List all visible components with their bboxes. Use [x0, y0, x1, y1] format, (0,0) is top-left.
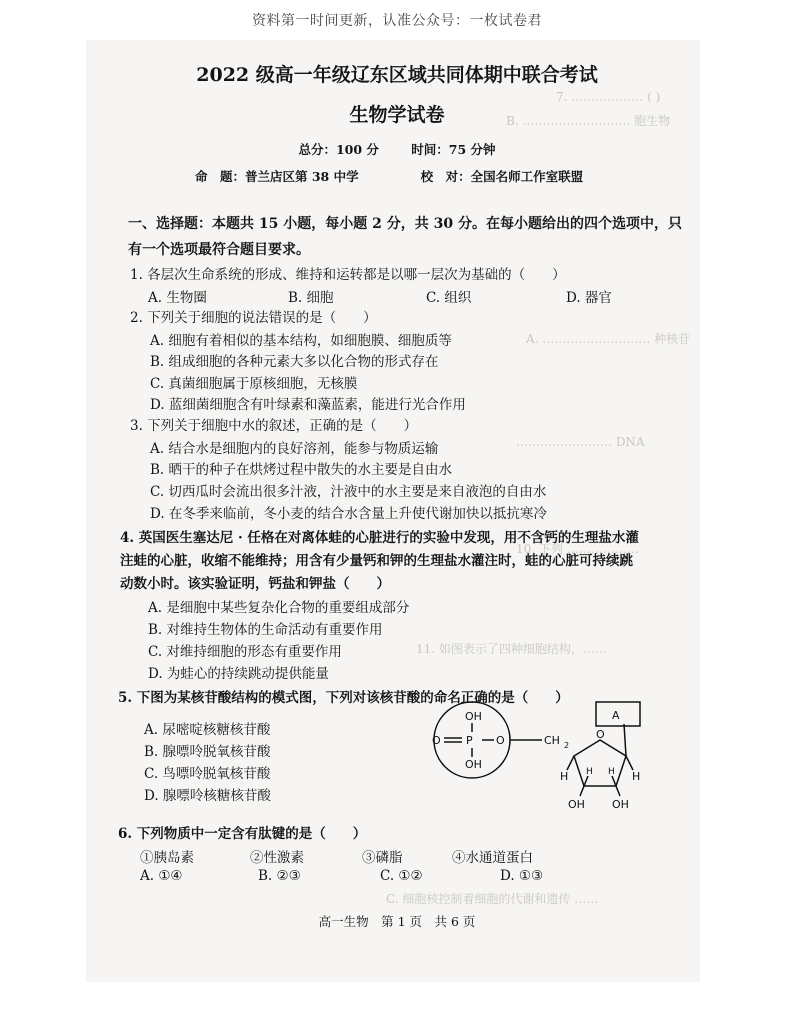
section-heading: 一、选择题：本题共 15 小题，每小题 2 分，共 30 分。在每小题给出的四个选项中，只 [128, 216, 682, 232]
c2-down [616, 786, 620, 796]
h-bond-right [626, 756, 633, 770]
bleed-through: 7. ……………… ( ) [556, 90, 661, 104]
ring-o-label: O [596, 728, 605, 741]
option-b: B. ②③ [258, 868, 301, 884]
h-c3-label: H [586, 767, 593, 777]
item-1: ①胰岛素 [140, 850, 194, 866]
option-d: D. 为蛙心的持续跳动提供能量 [148, 666, 329, 682]
option-c: C. 组织 [426, 290, 472, 306]
option-a: A. ①④ [140, 868, 183, 884]
section-heading-cont: 有一个选项最符合题目要求。 [128, 242, 310, 258]
h-bond-left [567, 756, 574, 770]
question-4-stem: 动数小时。该实验证明，钙盐和钾盐（ ） [120, 576, 390, 592]
option-c: C. 切西瓜时会流出很多汁液，汁液中的水主要是来自液泡的自由水 [150, 484, 547, 500]
h-left-label: H [560, 770, 569, 783]
question-2-stem: 2. 下列关于细胞的说法错误的是（ ） [130, 310, 377, 326]
h-right-label: H [632, 770, 641, 783]
option-a: A. 是细胞中某些复杂化合物的重要组成部分 [148, 600, 410, 616]
total-score: 总分：100 分 [298, 142, 379, 157]
oh-c2-label: OH [612, 798, 629, 811]
oh-top-label: OH [465, 710, 482, 723]
option-a: A. 细胞有着相似的基本结构，如细胞膜、细胞质等 [150, 333, 452, 349]
option-a: A. 生物圈 [148, 290, 207, 306]
option-c: C. 真菌细胞属于原核细胞，无核膜 [150, 376, 358, 392]
item-4: ④水通道蛋白 [452, 850, 533, 866]
ch2-sub-label: 2 [564, 741, 570, 750]
o-right-label: O [496, 734, 505, 747]
option-d: D. 器官 [566, 290, 612, 306]
header-watermark: 资料第一时间更新，认准公众号：一枚试卷君 [252, 13, 542, 29]
option-b: B. 组成细胞的各种元素大多以化合物的形式存在 [150, 354, 439, 370]
option-a: A. 结合水是细胞内的良好溶剂，能参与物质运输 [150, 441, 439, 457]
option-b: B. 腺嘌呤脱氧核苷酸 [144, 744, 271, 760]
base-label: A [612, 709, 620, 722]
checker: 校 对：全国名师工作室联盟 [420, 169, 584, 184]
score-line [0, 140, 794, 158]
question-1-stem: 1. 各层次生命系统的形成、维持和运转都是以哪一层次为基础的（ ） [130, 267, 566, 283]
bleed-through: …………………… DNA [516, 435, 645, 449]
base-link [624, 724, 626, 756]
option-d: D. 腺嘌呤核糖核苷酸 [144, 788, 271, 804]
o-left-label: O [432, 734, 441, 747]
bleed-through: B. ……………………… 胞生物 [506, 114, 671, 128]
author-line [195, 167, 583, 185]
bleed-through: 11. 如图表示了四种细胞结构，…… [416, 642, 607, 656]
p-label: P [466, 734, 473, 747]
setter: 命 题：普兰店区第 38 中学 [195, 169, 359, 184]
option-c: C. ①② [380, 868, 423, 884]
h-c2-label: H [608, 767, 615, 777]
option-a: A. 尿嘧啶核糖核苷酸 [144, 722, 271, 738]
bleed-through: C. 细胞核控制着细胞的代谢和遗传 …… [386, 892, 599, 906]
question-3-stem: 3. 下列关于细胞中水的叙述，正确的是（ ） [130, 418, 418, 434]
exam-time: 时间：75 分钟 [411, 142, 496, 157]
question-5-stem: 5. 下图为某核苷酸结构的模式图，下列对该核苷酸的命名正确的是（ ） [118, 690, 569, 706]
option-d: D. ①③ [500, 868, 544, 884]
bleed-through: 10. 下列 ……………… [516, 542, 639, 556]
question-4-stem: 4. 英国医生塞达尼 · 任格在对离体蛙的心脏进行的实验中发现，用不含钙的生理盐水灌 [120, 530, 639, 546]
ch2-label: CH [544, 734, 560, 747]
exam-subtitle: 生物学试卷 [349, 104, 445, 126]
option-d: D. 在冬季来临前，冬小麦的结合水含量上升使代谢加快以抵抗寒冷 [150, 506, 547, 522]
page-footer: 高一生物 第 1 页 共 6 页 [318, 914, 476, 929]
option-d: D. 蓝细菌细胞含有叶绿素和藻蓝素，能进行光合作用 [150, 397, 466, 413]
sugar-ring [574, 740, 626, 786]
nucleotide-diagram [428, 694, 658, 834]
oh-bottom-label: OH [465, 758, 482, 771]
c3-h [584, 776, 588, 786]
bleed-through: A. ……………………… 种核苷 [526, 332, 691, 346]
option-b: B. 对维持生物体的生命活动有重要作用 [148, 622, 383, 638]
oh-c3-label: OH [568, 798, 585, 811]
exam-title: 2022 级高一年级辽东区域共同体期中联合考试 [196, 64, 598, 86]
c2-h [612, 776, 616, 786]
option-b: B. 晒干的种子在烘烤过程中散失的水主要是自由水 [150, 462, 453, 478]
question-6-stem: 6. 下列物质中一定含有肽键的是（ ） [118, 826, 367, 842]
c3-down [580, 786, 584, 796]
option-c: C. 对维持细胞的形态有重要作用 [148, 644, 342, 660]
option-c: C. 鸟嘌呤脱氧核苷酸 [144, 766, 271, 782]
item-3: ③磷脂 [362, 850, 403, 866]
option-b: B. 细胞 [288, 290, 334, 306]
question-4-stem: 注蛙的心脏，收缩不能维持；用含有少量钙和钾的生理盐水灌注时，蛙的心脏可持续跳 [120, 553, 633, 569]
item-2: ②性激素 [250, 850, 304, 866]
